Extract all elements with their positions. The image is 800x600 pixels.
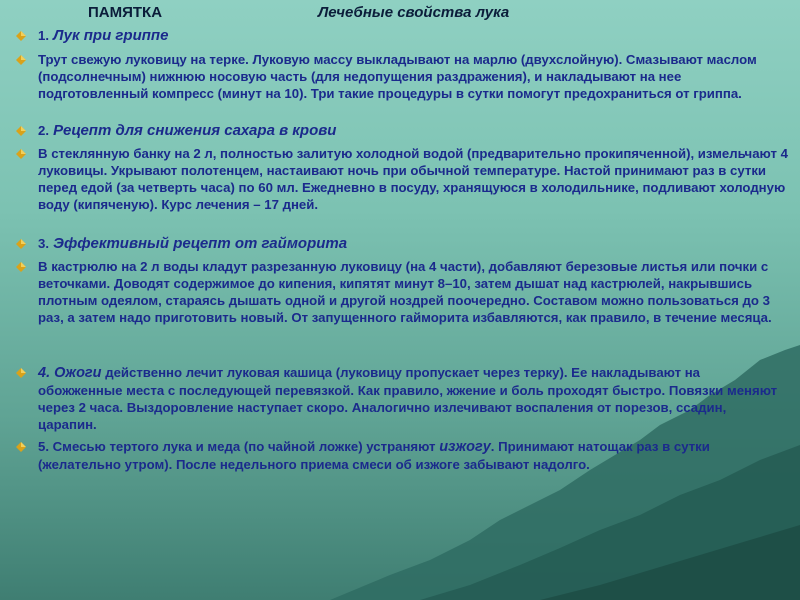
title-memo: ПАМЯТКА bbox=[88, 4, 163, 21]
section-title: Лук при гриппе bbox=[53, 27, 169, 44]
diamond-bullet-icon bbox=[14, 124, 28, 138]
diamond-bullet-icon bbox=[14, 29, 28, 43]
title-subject: Лечебные свойства лука bbox=[318, 4, 510, 21]
section-body-post: . Принимают натощак раз в сутки (желательно утром). После недельного приема смеси об изжоге забывают надолго. bbox=[38, 439, 710, 472]
section-body: В кастрюлю на 2 л воды кладут разрезанную луковицу (на 4 части), добавляют березовые листья или почки с веточками. Доводят содержимое до кипения, кипятят минут 8–10, затем дышат над кастрюлей, накрывшись плотным одеялом, стараясь дышать одной и другой ноздрей поочередно. Составом можно пользоваться до 3 раз, а затем надо приготовить новый. От запущенного гайморита избавляются, как правило, в течение месяца. bbox=[38, 259, 772, 325]
diamond-bullet-icon bbox=[14, 366, 28, 380]
section-body: Трут свежую луковицу на терке. Луковую массу выкладывают на марлю (двухслойную). Смазывают маслом (подсолнечным) нижнюю носовую часть (для недопущения раздражения), и накладывают на нее подготовленный компресс (минут на 10). Три такие процедуры в сутки помогут предохраниться от гриппа. bbox=[38, 52, 757, 101]
section-emphasis: изжогу bbox=[439, 439, 491, 455]
section-body: В стеклянную банку на 2 л, полностью залитую холодной водой (предварительно прокипяченной), измельчают 4 луковицы. Укрывают полотенцем, настаивают ночь при обычной температуре. Настой принимают раз в сутки перед едой (за четверть часа) по 60 мл. Ежедневно в посуду, хранящуюся в холодильнике, подливают холодную воду (кипяченую). Курс лечения – 17 дней. bbox=[38, 146, 788, 212]
section-title: Эффективный рецепт от гайморита bbox=[53, 235, 348, 252]
section-lead: 4. Ожоги bbox=[38, 365, 102, 381]
section-body: действенно лечит луковая кашица (луковицу пропускает через терку). Ее накладывают на обожженные места с последующей перевязкой. Как правило, жжение и боль проходят быстро. Повязки меняют через 2 часа. Выздоровление наступает скоро. Аналогично излечивают воспаления от порезов, ссадин, царапин. bbox=[38, 365, 778, 432]
section-title: Рецепт для снижения сахара в крови bbox=[53, 122, 337, 139]
diamond-bullet-icon bbox=[14, 237, 28, 251]
section-number: 1. bbox=[38, 28, 49, 43]
section-number: 3. bbox=[38, 236, 49, 251]
diamond-bullet-icon bbox=[14, 147, 28, 161]
diamond-bullet-icon bbox=[14, 53, 28, 67]
diamond-bullet-icon bbox=[14, 440, 28, 454]
section-body-pre: 5. Смесью тертого лука и меда (по чайной ложке) устраняют bbox=[38, 439, 440, 454]
section-number: 2. bbox=[38, 123, 49, 138]
diamond-bullet-icon bbox=[14, 260, 28, 274]
slide-title bbox=[0, 4, 800, 24]
